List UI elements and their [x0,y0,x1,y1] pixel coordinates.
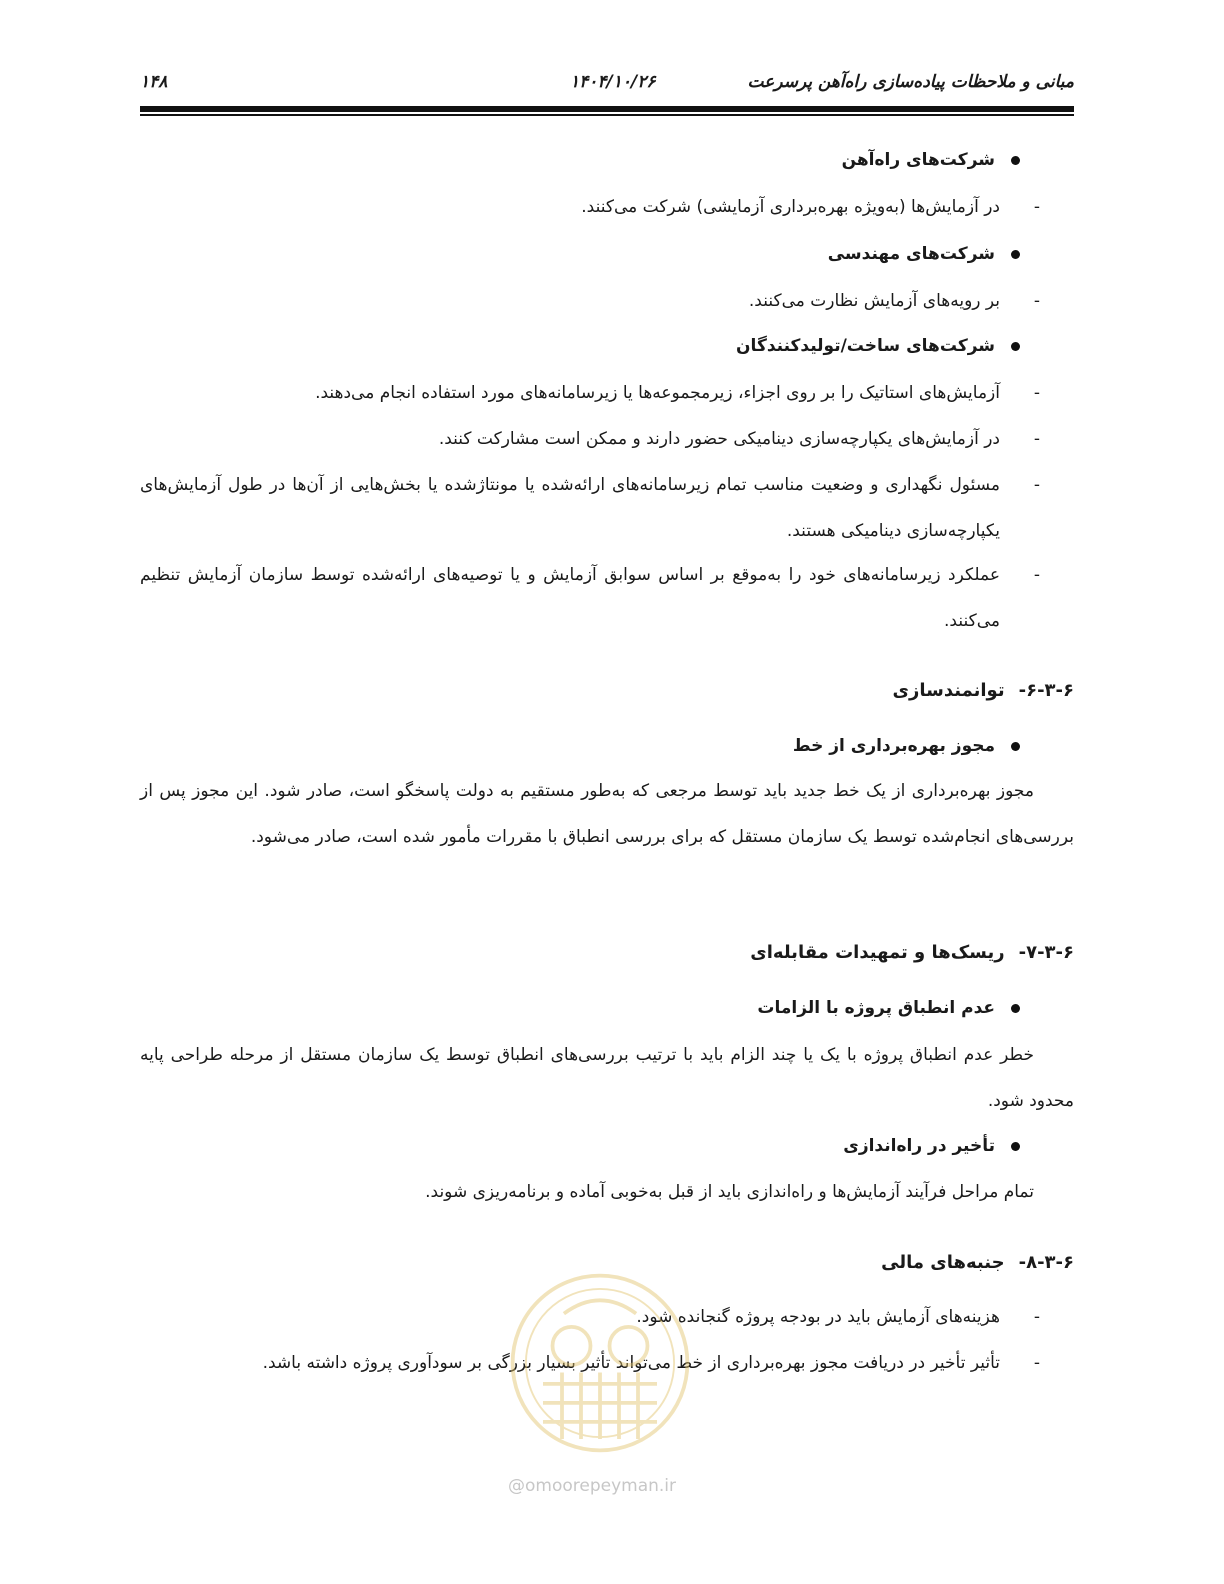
watermark-seal-icon [505,1268,695,1458]
paragraph: تمام مراحل فرآیند آزمایش‌ها و راه‌اندازی باید از قبل به‌خوبی آماده و برنامه‌ریزی شوند. [425,1182,1034,1202]
bullet-text: مجوز بهره‌برداری از خط [792,736,995,756]
dash-icon: - [1033,475,1040,495]
section-heading [140,680,1074,701]
bullet-item [140,1136,1074,1156]
dash-item [140,462,1074,554]
section-title: توانمندسازی [892,680,1005,701]
dash-text: در آزمایش‌های یکپارچه‌سازی دینامیکی حضور دارند و ممکن است مشارکت کنند. [438,429,1000,449]
dash-text: تأثیر تأخیر در دریافت مجوز بهره‌برداری از خط می‌تواند تأثیر بسیار بزرگی بر سودآوری پروژه داشته باشد. [262,1353,1000,1373]
bullet-item [140,736,1074,756]
dash-icon: - [1033,383,1040,403]
bullet-dot-icon [1011,250,1020,259]
bullet-dot-icon [1011,1004,1020,1013]
dash-text: مسئول نگهداری و وضعیت مناسب تمام زیرسامانه‌های ارائه‌شده یا مونتاژشده یا بخش‌هایی از آن‌ها در طول آزمایش‌های یکپارچه‌سازی دینامیکی هستند. [140,475,1000,541]
section-number: ۷-۳-۶- [1018,942,1074,963]
section-number: ۸-۳-۶- [1018,1252,1074,1273]
section-title: ریسک‌ها و تمهیدات مقابله‌ای [750,942,1005,963]
bullet-dot-icon [1011,1142,1020,1151]
dash-icon: - [1033,291,1040,311]
dash-icon: - [1033,565,1040,585]
paragraph: مجوز بهره‌برداری از یک خط جدید باید توسط مرجعی که به‌طور مستقیم به دولت پاسخگو است، صادر شود. این مجوز پس از بررسی‌های انجام‌شده توسط یک سازمان مستقل که برای بررسی انطباق با مقررات مأمور شده است، صادر می‌شود. [140,781,1074,847]
paragraph: خطر عدم انطباق پروژه با یک یا چند الزام باید با ترتیب بررسی‌های انطباق توسط یک سازمان مستقل از مرحله طراحی پایه محدود شود. [140,1045,1074,1111]
dash-item [140,370,1074,416]
bullet-item [140,336,1074,356]
dash-text: بر رویه‌های آزمایش نظارت می‌کنند. [748,291,1000,311]
dash-icon: - [1033,197,1040,217]
header-rule-thick [140,106,1074,112]
bullet-item [140,998,1074,1018]
bullet-text: تأخیر در راه‌اندازی [843,1136,995,1156]
dash-text: در آزمایش‌ها (به‌ویژه بهره‌برداری آزمایشی) شرکت می‌کنند. [581,197,1000,217]
dash-text: عملکرد زیرسامانه‌های خود را به‌موقع بر اساس سوابق آزمایش و یا توصیه‌های ارائه‌شده توسط سازمان آزمایش تنظیم می‌کنند. [140,565,1000,631]
section-heading [140,942,1074,963]
bullet-dot-icon [1011,742,1020,751]
header-title: مبانی و ملاحظات پیاده‌سازی راه‌آهن پرسرعت [747,72,1074,92]
dash-item [140,416,1074,462]
bullet-text: شرکت‌های مهندسی [827,244,995,264]
section-number: ۶-۳-۶- [1018,680,1074,701]
watermark-text: @omoorepeyman.ir [508,1476,677,1496]
bullet-text: شرکت‌های راه‌آهن [841,150,995,170]
bullet-item [140,244,1074,264]
section-title: جنبه‌های مالی [881,1252,1005,1273]
bullet-dot-icon [1011,342,1020,351]
page-header [140,72,1074,104]
page-number: ۱۴۸ [140,72,168,92]
dash-item [140,552,1074,644]
bullet-text: شرکت‌های ساخت/تولیدکنندگان [736,336,995,356]
dash-text: هزینه‌های آزمایش باید در بودجه پروژه گنجانده شود. [636,1307,1000,1327]
dash-text: آزمایش‌های استاتیک را بر روی اجزاء، زیرمجموعه‌ها یا زیرسامانه‌های مورد استفاده انجام می‌دهند. [315,383,1000,403]
dash-item [140,278,1074,324]
dash-icon: - [1033,429,1040,449]
dash-item [140,184,1074,230]
header-rule-thin [140,114,1074,116]
bullet-dot-icon [1011,156,1020,165]
dash-icon: - [1033,1307,1040,1327]
header-date: ۱۴۰۴/۱۰/۲۶ [570,72,656,92]
bullet-item [140,150,1074,170]
bullet-text: عدم انطباق پروژه با الزامات [757,998,995,1018]
dash-icon: - [1033,1353,1040,1373]
